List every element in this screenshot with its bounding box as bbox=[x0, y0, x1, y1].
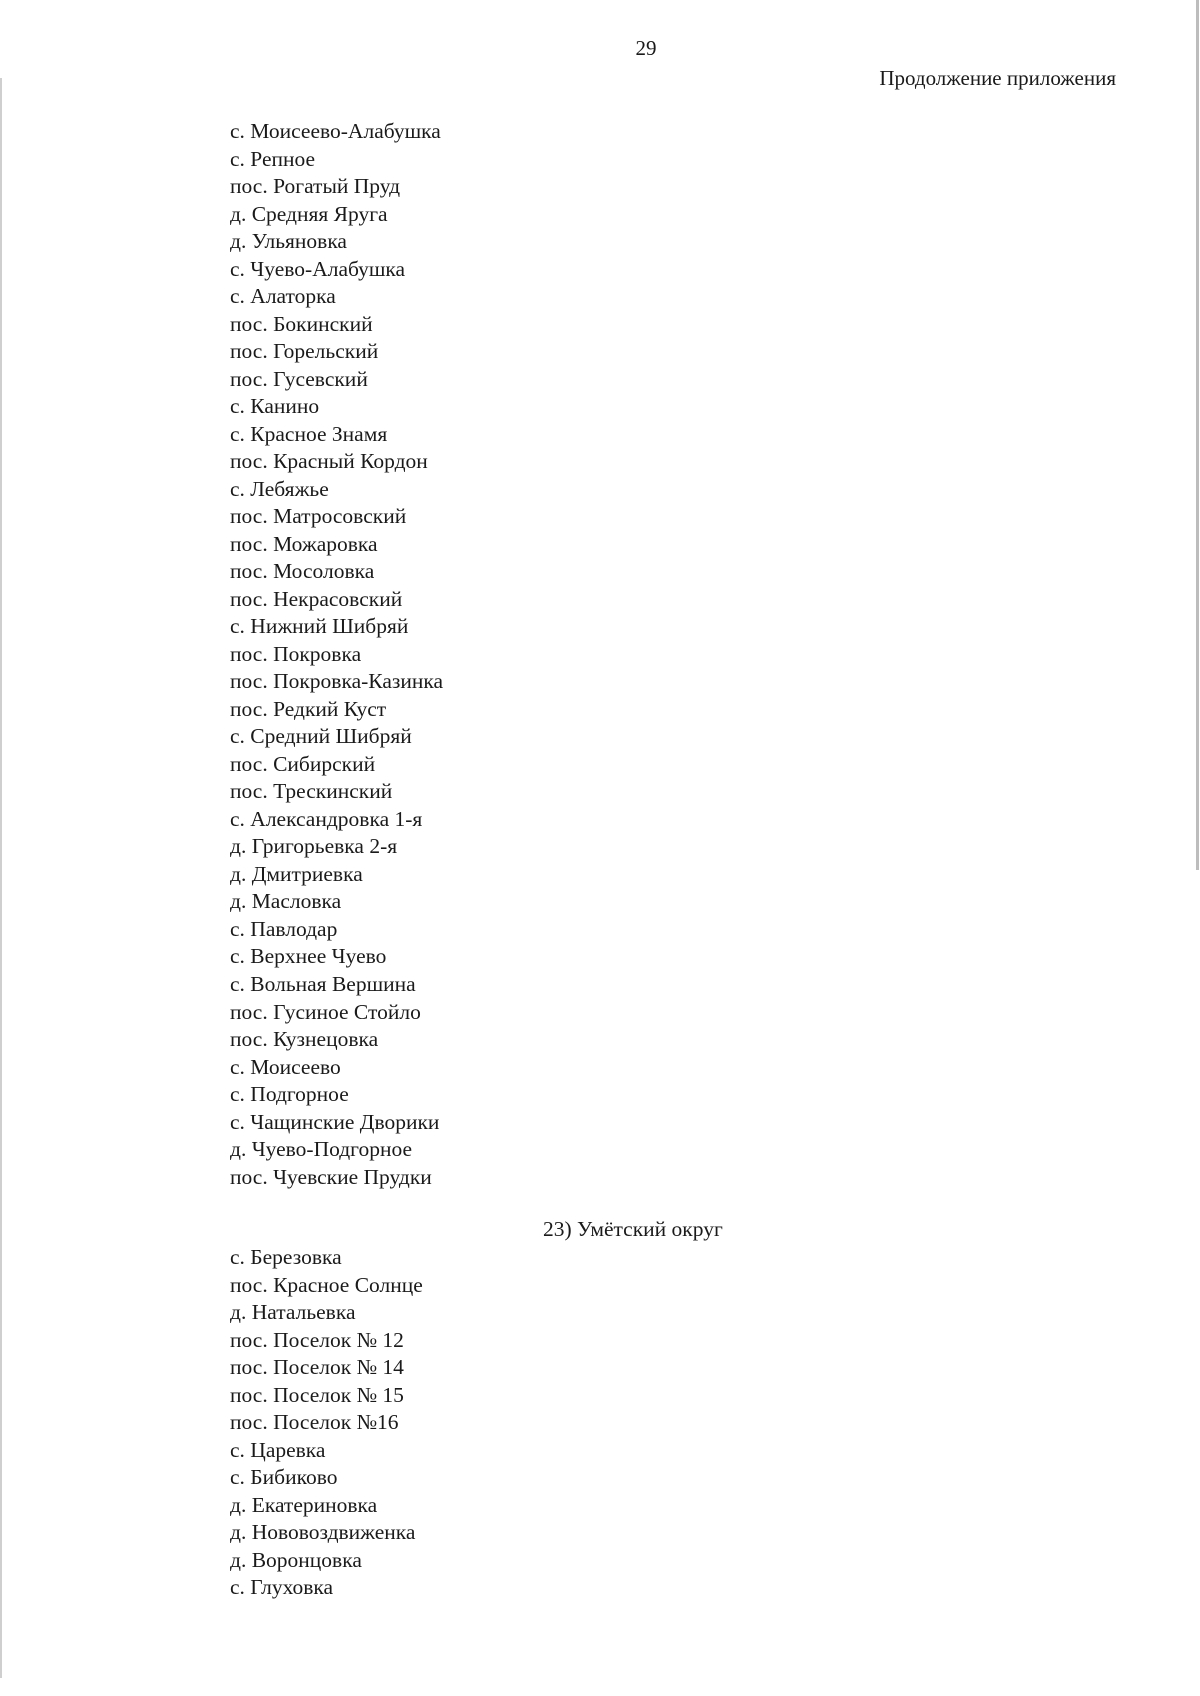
page-number: 29 bbox=[635, 36, 657, 60]
settlement-item: пос. Поселок № 12 bbox=[230, 1327, 404, 1352]
settlement-item: с. Моисеево bbox=[230, 1054, 341, 1079]
settlement-item: пос. Покровка-Казинка bbox=[230, 669, 444, 694]
settlement-item: д. Воронцовка bbox=[230, 1547, 362, 1572]
settlement-item: с. Верхнее Чуево bbox=[230, 944, 387, 969]
settlement-item: пос. Красный Кордон bbox=[230, 449, 428, 474]
settlement-item: с. Царевка bbox=[230, 1437, 326, 1462]
settlement-item: с. Подгорное bbox=[230, 1082, 349, 1107]
settlement-item: с. Красное Знамя bbox=[230, 421, 388, 446]
settlement-item: пос. Мосоловка bbox=[230, 559, 375, 584]
settlement-item: д. Дмитриевка bbox=[230, 861, 363, 886]
settlement-item: с. Александровка 1-я bbox=[230, 806, 423, 831]
settlement-item: пос. Поселок № 14 bbox=[230, 1355, 404, 1380]
settlement-item: с. Средний Шибряй bbox=[230, 724, 412, 749]
scan-edge-left bbox=[0, 78, 2, 1678]
settlement-item: д. Нововоздвиженка bbox=[230, 1520, 416, 1545]
settlement-item: пос. Красное Солнце bbox=[230, 1272, 423, 1297]
settlement-item: с. Глуховка bbox=[230, 1575, 334, 1600]
settlement-item: пос. Горельский bbox=[230, 339, 379, 364]
settlement-item: с. Лебяжье bbox=[230, 476, 329, 501]
settlement-item: пос. Можаровка bbox=[230, 531, 378, 556]
settlement-item: д. Чуево-Подгорное bbox=[230, 1137, 413, 1162]
settlement-item: пос. Гусиное Стойло bbox=[230, 999, 421, 1024]
settlement-item: пос. Редкий Куст bbox=[230, 696, 387, 721]
district-heading: 23) Умётский округ bbox=[543, 1217, 723, 1241]
settlement-item: пос. Бокинский bbox=[230, 311, 373, 336]
settlement-item: д. Масловка bbox=[230, 889, 342, 914]
settlement-item: с. Чащинские Дворики bbox=[230, 1109, 440, 1134]
settlement-item: с. Нижний Шибряй bbox=[230, 614, 409, 639]
settlement-item: пос. Трескинский bbox=[230, 779, 393, 804]
settlement-item: с. Павлодар bbox=[230, 916, 338, 941]
settlement-list-umetsky bbox=[230, 1244, 423, 1602]
settlement-item: с. Репное bbox=[230, 146, 316, 171]
settlement-item: пос. Кузнецовка bbox=[230, 1027, 379, 1052]
settlement-item: пос. Гусевский bbox=[230, 366, 368, 391]
continuation-label: Продолжение приложения bbox=[879, 66, 1116, 90]
scan-edge-right bbox=[1196, 0, 1199, 870]
settlement-item: пос. Поселок № 15 bbox=[230, 1382, 404, 1407]
settlement-item: с. Чуево-Алабушка bbox=[230, 256, 406, 281]
settlement-item: с. Бибиково bbox=[230, 1465, 338, 1490]
settlement-item: пос. Сибирский bbox=[230, 751, 376, 776]
settlement-item: д. Екатериновка bbox=[230, 1492, 378, 1517]
settlement-item: пос. Покровка bbox=[230, 641, 362, 666]
settlement-item: с. Березовка bbox=[230, 1245, 342, 1269]
settlement-list-continued bbox=[230, 118, 443, 1191]
settlement-item: пос. Матросовский bbox=[230, 504, 407, 529]
settlement-item: пос. Чуевские Прудки bbox=[230, 1164, 432, 1189]
settlement-item: пос. Рогатый Пруд bbox=[230, 174, 401, 199]
settlement-item: д. Средняя Яруга bbox=[230, 201, 388, 226]
settlement-item: пос. Поселок №16 bbox=[230, 1410, 399, 1435]
settlement-item: с. Моисеево-Алабушка bbox=[230, 119, 441, 143]
settlement-item: с. Канино bbox=[230, 394, 320, 419]
settlement-item: с. Алаторка bbox=[230, 284, 336, 309]
settlement-item: д. Григорьевка 2-я bbox=[230, 834, 398, 859]
settlement-item: пос. Некрасовский bbox=[230, 586, 403, 611]
settlement-item: с. Вольная Вершина bbox=[230, 971, 416, 996]
settlement-item: д. Ульяновка bbox=[230, 229, 347, 254]
settlement-item: д. Натальевка bbox=[230, 1300, 356, 1325]
